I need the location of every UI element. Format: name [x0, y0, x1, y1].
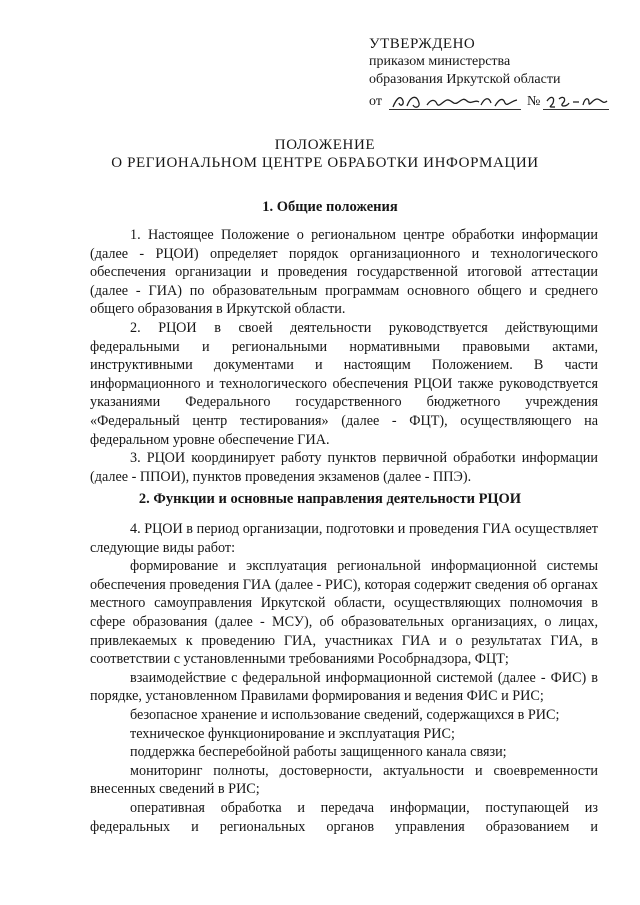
paragraph-1: 1. Настоящее Положение о региональном центре обработки информации (далее - РЦОИ) определяет порядок организационного и технологического обеспечения организации и проведения государственной итоговой аттестации (далее - ГИА) по образовательным программам основного общего и среднего общего образования в Иркутской области.: [90, 227, 598, 318]
approval-block: [369, 36, 619, 115]
list-item-processing: оперативная обработка и передача информации, поступающей из федеральных и региональных органов управления образованием и: [90, 799, 598, 835]
list-item-operation: техническое функционирование и эксплуатация РИС;: [130, 725, 455, 742]
list-item-ris: формирование и эксплуатация региональной информационной системы обеспечения проведения ГИА (далее - РИС), которая содержит сведения об органах местного самоуправления Иркутской области, осуществляющих полномочия в сфере образования (далее - МСУ), об образовательных организациях, о лицах, привлекаемых к проведению ГИА, участниках ГИА и о результатах ГИА, в соответствии с установленными требованиями Рособрнадзора, ФЦТ;: [90, 558, 598, 668]
approval-line-1: приказом министерства: [369, 54, 511, 69]
approval-date-number-line: [369, 89, 619, 115]
list-item-fis: взаимодействие с федеральной информационной системой (далее - ФИС) в порядке, установленном Правилами формирования и ведения ФИС и РИС;: [90, 669, 598, 705]
paragraph-4: 4. РЦОИ в период организации, подготовки и проведения ГИА осуществляет следующие виды работ:: [90, 521, 598, 556]
section-1-body: [90, 226, 598, 486]
paragraph-2: 2. РЦОИ в своей деятельности руководствуется действующими федеральными и региональными нормативными правовыми актами, инструктивными документами и настоящим Положением. В части информационного и технологического обеспечения РЦОИ также руководствуется указаниями Федерального государственного бюджетного учреждения «Федеральный центр тестирования» (далее - ФЦТ), осуществляющего на федеральном уровне обеспечение ГИА.: [90, 319, 598, 448]
date-prefix: от: [369, 94, 382, 109]
approval-line-2: образования Иркутской области: [369, 72, 561, 87]
section-2-heading: 2. Функции и основные направления деятельности РЦОИ: [138, 491, 522, 507]
list-item-channel: поддержка бесперебойной работы защищенного канала связи;: [130, 744, 507, 761]
section-2-body: [90, 520, 598, 836]
handwritten-number: [545, 91, 611, 113]
handwritten-date: [391, 91, 521, 113]
number-prefix: №: [527, 94, 541, 109]
title-line-2: О РЕГИОНАЛЬНОМ ЦЕНТРЕ ОБРАБОТКИ ИНФОРМАЦИИ: [111, 155, 539, 171]
title-line-1: ПОЛОЖЕНИЕ: [274, 137, 376, 153]
paragraph-3: 3. РЦОИ координирует работу пунктов первичной обработки информации (далее - ППОИ), пунктов проведения экзаменов (далее - ППЭ).: [90, 450, 598, 485]
document-title: [90, 137, 560, 172]
list-item-monitoring: мониторинг полноты, достоверности, актуальности и своевременности внесенных сведений в РИС;: [90, 762, 598, 798]
section-1-heading: 1. Общие положения: [262, 199, 398, 215]
list-item-storage: безопасное хранение и использование сведений, содержащихся в РИС;: [130, 706, 560, 723]
approval-heading: УТВЕРЖДЕНО: [369, 36, 476, 52]
